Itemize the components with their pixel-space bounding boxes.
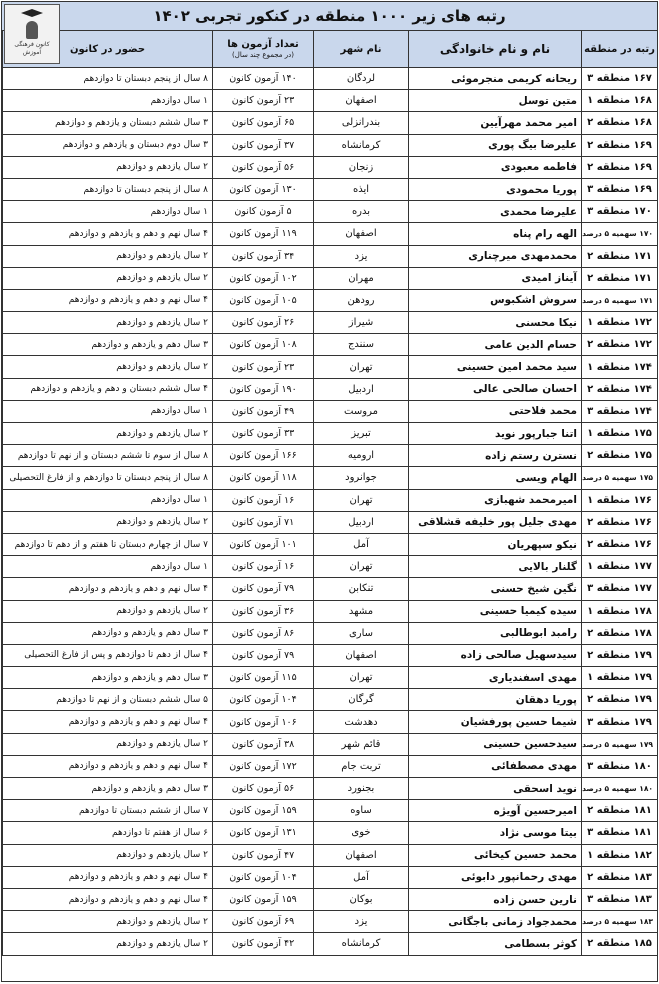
attendance-cell: ۴ سال نهم و دهم و یازدهم و دوازدهم [3, 755, 213, 777]
name-cell: امیر محمد مهرآیین [409, 112, 582, 134]
name-cell: نیکو سپهریان [409, 533, 582, 555]
rank-cell: ۱۷۹ منطقه ۲ [582, 644, 658, 666]
exam-count-cell: ۵ آزمون کانون [213, 201, 314, 223]
city-cell: بندرانزلی [314, 112, 409, 134]
table-row [3, 90, 658, 112]
name-cell: آیناز امیدی [409, 267, 582, 289]
city-cell: جوانرود [314, 467, 409, 489]
rank-cell: ۱۸۳ منطقه ۲ [582, 866, 658, 888]
exam-count-cell: ۶۹ آزمون کانون [213, 911, 314, 933]
table-row [3, 622, 658, 644]
table-row [3, 533, 658, 555]
header-attendance: حضور در کانون [3, 31, 213, 68]
city-cell: یزد [314, 245, 409, 267]
attendance-cell: ۴ سال نهم و دهم و یازدهم و دوازدهم [3, 578, 213, 600]
name-cell: پوریا محمودی [409, 178, 582, 200]
table-row [3, 667, 658, 689]
attendance-cell: ۸ سال از پنجم دبستان تا دوازدهم [3, 178, 213, 200]
rank-cell: ۱۶۸ منطقه ۱ [582, 90, 658, 112]
attendance-cell: ۳ سال دهم و یازدهم و دوازدهم [3, 667, 213, 689]
city-cell: آمل [314, 866, 409, 888]
header-rank: رتبه در منطقه [582, 31, 658, 68]
city-cell: گرگان [314, 689, 409, 711]
exam-count-cell: ۴۲ آزمون کانون [213, 933, 314, 955]
name-cell: محمد حسین کیخائی [409, 844, 582, 866]
rank-cell: ۱۶۷ منطقه ۳ [582, 68, 658, 90]
attendance-cell: ۲ سال یازدهم و دوازدهم [3, 600, 213, 622]
table-row [3, 134, 658, 156]
attendance-cell: ۴ سال نهم و دهم و یازدهم و دوازدهم [3, 289, 213, 311]
attendance-cell: ۷ سال از چهارم دبستان تا هفتم و از دهم تا دوازدهم [3, 533, 213, 555]
exam-count-cell: ۳۶ آزمون کانون [213, 600, 314, 622]
rank-cell: ۱۷۲ منطقه ۲ [582, 334, 658, 356]
city-cell: کرمانشاه [314, 933, 409, 955]
city-cell: اصفهان [314, 844, 409, 866]
exam-count-cell: ۵۶ آزمون کانون [213, 156, 314, 178]
exam-count-cell: ۱۱۵ آزمون کانون [213, 667, 314, 689]
city-cell: سنندج [314, 334, 409, 356]
exam-count-cell: ۱۳۰ آزمون کانون [213, 178, 314, 200]
header-count-label: تعداد آزمون ها [227, 39, 299, 50]
attendance-cell: ۱ سال دوازدهم [3, 489, 213, 511]
exam-count-cell: ۱۱۸ آزمون کانون [213, 467, 314, 489]
city-cell: تنکابن [314, 578, 409, 600]
table-row [3, 844, 658, 866]
rank-cell: ۱۷۷ منطقه ۳ [582, 578, 658, 600]
attendance-cell: ۲ سال یازدهم و دوازدهم [3, 511, 213, 533]
student-figure-icon [26, 21, 38, 39]
exam-count-cell: ۱۶۶ آزمون کانون [213, 445, 314, 467]
rank-cell: ۱۷۸ منطقه ۲ [582, 622, 658, 644]
table-row [3, 689, 658, 711]
name-cell: سیدحسین حسینی [409, 733, 582, 755]
attendance-cell: ۲ سال یازدهم و دوازدهم [3, 933, 213, 955]
kanoon-logo [4, 4, 60, 64]
table-row [3, 888, 658, 910]
exam-count-cell: ۳۳ آزمون کانون [213, 423, 314, 445]
city-cell: تهران [314, 556, 409, 578]
exam-count-cell: ۲۳ آزمون کانون [213, 356, 314, 378]
table-row [3, 356, 658, 378]
exam-count-cell: ۱۹۰ آزمون کانون [213, 378, 314, 400]
name-cell: متین توسل [409, 90, 582, 112]
attendance-cell: ۲ سال یازدهم و دوازدهم [3, 267, 213, 289]
city-cell: زنجان [314, 156, 409, 178]
table-row [3, 245, 658, 267]
rank-cell: ۱۷۹ سهمیه ۵ درصد [582, 733, 658, 755]
name-cell: حسام الدین عامی [409, 334, 582, 356]
city-cell: اردبیل [314, 511, 409, 533]
exam-count-cell: ۱۰۲ آزمون کانون [213, 267, 314, 289]
table-header-row [3, 31, 658, 68]
name-cell: علیرضا بیگ پوری [409, 134, 582, 156]
rank-cell: ۱۷۹ منطقه ۳ [582, 711, 658, 733]
name-cell: کوثر بسطامی [409, 933, 582, 955]
exam-count-cell: ۱۰۵ آزمون کانون [213, 289, 314, 311]
name-cell: مهدی جلیل پور خلیفه قشلاقی [409, 511, 582, 533]
table-row [3, 112, 658, 134]
attendance-cell: ۲ سال یازدهم و دوازدهم [3, 911, 213, 933]
attendance-cell: ۲ سال یازدهم و دوازدهم [3, 356, 213, 378]
header-count [213, 31, 314, 68]
attendance-cell: ۴ سال نهم و دهم و یازدهم و دوازدهم [3, 866, 213, 888]
name-cell: محمدجواد زمانی باجگانی [409, 911, 582, 933]
table-row [3, 933, 658, 955]
attendance-cell: ۱ سال دوازدهم [3, 556, 213, 578]
rank-cell: ۱۷۵ منطقه ۱ [582, 423, 658, 445]
attendance-cell: ۲ سال یازدهم و دوازدهم [3, 156, 213, 178]
city-cell: ساری [314, 622, 409, 644]
table-row [3, 578, 658, 600]
city-cell: قائم شهر [314, 733, 409, 755]
table-row [3, 68, 658, 90]
rank-cell: ۱۷۹ منطقه ۱ [582, 667, 658, 689]
exam-count-cell: ۲۳ آزمون کانون [213, 90, 314, 112]
attendance-cell: ۴ سال از دهم تا دوازدهم و پس از فارغ التحصیلی [3, 644, 213, 666]
table-row [3, 866, 658, 888]
name-cell: ریحانه کریمی منجرموئی [409, 68, 582, 90]
table-row [3, 445, 658, 467]
exam-count-cell: ۱۰۶ آزمون کانون [213, 711, 314, 733]
name-cell: پوریا دهقان [409, 689, 582, 711]
attendance-cell: ۱ سال دوازدهم [3, 90, 213, 112]
name-cell: شیما حسین پورفشیان [409, 711, 582, 733]
name-cell: سیده کیمیا حسینی [409, 600, 582, 622]
name-cell: نسترن رستم زاده [409, 445, 582, 467]
city-cell: ساوه [314, 800, 409, 822]
name-cell: نارین حسن زاده [409, 888, 582, 910]
rank-cell: ۱۸۱ منطقه ۳ [582, 822, 658, 844]
city-cell: تهران [314, 667, 409, 689]
exam-count-cell: ۳۷ آزمون کانون [213, 134, 314, 156]
exam-count-cell: ۱۴۰ آزمون کانون [213, 68, 314, 90]
attendance-cell: ۳ سال ششم دبستان و یازدهم و دوازدهم [3, 112, 213, 134]
table-row [3, 400, 658, 422]
exam-count-cell: ۷۱ آزمون کانون [213, 511, 314, 533]
name-cell: گلنار بالایی [409, 556, 582, 578]
header-city: نام شهر [314, 31, 409, 68]
city-cell: یزد [314, 911, 409, 933]
name-cell: بیتا موسی نژاد [409, 822, 582, 844]
name-cell: الهه رام پناه [409, 223, 582, 245]
exam-count-cell: ۱۰۱ آزمون کانون [213, 533, 314, 555]
city-cell: ایذه [314, 178, 409, 200]
table-row [3, 511, 658, 533]
exam-count-cell: ۳۸ آزمون کانون [213, 733, 314, 755]
table-row [3, 467, 658, 489]
table-row [3, 600, 658, 622]
exam-count-cell: ۱۵۹ آزمون کانون [213, 800, 314, 822]
exam-count-cell: ۷۹ آزمون کانون [213, 644, 314, 666]
table-row [3, 312, 658, 334]
rank-cell: ۱۸۲ منطقه ۱ [582, 844, 658, 866]
city-cell: مهران [314, 267, 409, 289]
rank-cell: ۱۸۱ منطقه ۲ [582, 800, 658, 822]
city-cell: مروست [314, 400, 409, 422]
rank-cell: ۱۶۹ منطقه ۲ [582, 134, 658, 156]
exam-count-cell: ۸۶ آزمون کانون [213, 622, 314, 644]
name-cell: محمدمهدی میرچناری [409, 245, 582, 267]
exam-count-cell: ۲۶ آزمون کانون [213, 312, 314, 334]
table-row [3, 711, 658, 733]
exam-count-cell: ۷۹ آزمون کانون [213, 578, 314, 600]
city-cell: خوی [314, 822, 409, 844]
city-cell: بجنورد [314, 778, 409, 800]
name-cell: امیرحسین آویژه [409, 800, 582, 822]
table-row [3, 156, 658, 178]
exam-count-cell: ۱۵۹ آزمون کانون [213, 888, 314, 910]
city-cell: آمل [314, 533, 409, 555]
table-row [3, 489, 658, 511]
name-cell: سید محمد امین حسینی [409, 356, 582, 378]
exam-count-cell: ۴۹ آزمون کانون [213, 400, 314, 422]
name-cell: سروش اشکبوس [409, 289, 582, 311]
name-cell: نیکا محسنی [409, 312, 582, 334]
attendance-cell: ۲ سال یازدهم و دوازدهم [3, 733, 213, 755]
header-count-sub: (در مجموع چند سال) [232, 51, 294, 59]
name-cell: فاطمه معبودی [409, 156, 582, 178]
rank-cell: ۱۷۶ منطقه ۲ [582, 511, 658, 533]
rank-cell: ۱۷۰ سهمیه ۵ درصد [582, 223, 658, 245]
exam-count-cell: ۱۷۲ آزمون کانون [213, 755, 314, 777]
rank-cell: ۱۷۵ منطقه ۲ [582, 445, 658, 467]
attendance-cell: ۴ سال نهم و دهم و یازدهم و دوازدهم [3, 223, 213, 245]
name-cell: علیرضا محمدی [409, 201, 582, 223]
city-cell: اردبیل [314, 378, 409, 400]
rank-cell: ۱۶۹ منطقه ۲ [582, 156, 658, 178]
city-cell: بدره [314, 201, 409, 223]
name-cell: احسان صالحی عالی [409, 378, 582, 400]
table-row [3, 223, 658, 245]
city-cell: رودهن [314, 289, 409, 311]
table-row [3, 733, 658, 755]
rank-cell: ۱۸۰ منطقه ۳ [582, 755, 658, 777]
exam-count-cell: ۱۶ آزمون کانون [213, 489, 314, 511]
rank-cell: ۱۷۱ منطقه ۲ [582, 245, 658, 267]
attendance-cell: ۵ سال ششم دبستان و از نهم تا دوازدهم [3, 689, 213, 711]
attendance-cell: ۲ سال یازدهم و دوازدهم [3, 312, 213, 334]
rank-cell: ۱۸۳ سهمیه ۵ درصد [582, 911, 658, 933]
exam-count-cell: ۱۰۴ آزمون کانون [213, 689, 314, 711]
rank-cell: ۱۷۴ منطقه ۲ [582, 378, 658, 400]
attendance-cell: ۱ سال دوازدهم [3, 201, 213, 223]
rank-cell: ۱۷۲ منطقه ۱ [582, 312, 658, 334]
table-row [3, 800, 658, 822]
rank-cell: ۱۷۴ منطقه ۱ [582, 356, 658, 378]
exam-count-cell: ۱۱۹ آزمون کانون [213, 223, 314, 245]
rank-cell: ۱۷۵ سهمیه ۵ درصد [582, 467, 658, 489]
rank-cell: ۱۷۱ سهمیه ۵ درصد [582, 289, 658, 311]
city-cell: اصفهان [314, 223, 409, 245]
table-row [3, 178, 658, 200]
city-cell: ارومیه [314, 445, 409, 467]
table-row [3, 644, 658, 666]
name-cell: محمد فلاحتی [409, 400, 582, 422]
city-cell: مشهد [314, 600, 409, 622]
exam-count-cell: ۶۵ آزمون کانون [213, 112, 314, 134]
table-row [3, 822, 658, 844]
attendance-cell: ۸ سال از سوم تا ششم دبستان و از نهم تا دوازدهم [3, 445, 213, 467]
name-cell: اتنا جبارپور نوید [409, 423, 582, 445]
rank-cell: ۱۷۹ منطقه ۲ [582, 689, 658, 711]
name-cell: نگین شیخ حسنی [409, 578, 582, 600]
logo-text: کانون فرهنگی آموزش [14, 41, 50, 56]
exam-count-cell: ۱۳۱ آزمون کانون [213, 822, 314, 844]
table-row [3, 289, 658, 311]
attendance-cell: ۸ سال از پنجم دبستان تا دوازدهم و از فارغ التحصیلی [3, 467, 213, 489]
rank-cell: ۱۶۸ منطقه ۲ [582, 112, 658, 134]
attendance-cell: ۴ سال نهم و دهم و یازدهم و دوازدهم [3, 888, 213, 910]
city-cell: تبریز [314, 423, 409, 445]
attendance-cell: ۱ سال دوازدهم [3, 400, 213, 422]
exam-count-cell: ۱۶ آزمون کانون [213, 556, 314, 578]
results-sheet [1, 1, 658, 982]
attendance-cell: ۲ سال یازدهم و دوازدهم [3, 423, 213, 445]
results-table [2, 30, 658, 956]
rank-cell: ۱۷۶ منطقه ۲ [582, 533, 658, 555]
name-cell: نوید اسحقی [409, 778, 582, 800]
city-cell: شیراز [314, 312, 409, 334]
rank-cell: ۱۷۴ منطقه ۳ [582, 400, 658, 422]
table-row [3, 911, 658, 933]
city-cell: اصفهان [314, 644, 409, 666]
table-row [3, 267, 658, 289]
graduation-cap-icon [21, 9, 43, 19]
rank-cell: ۱۶۹ منطقه ۳ [582, 178, 658, 200]
exam-count-cell: ۳۴ آزمون کانون [213, 245, 314, 267]
rank-cell: ۱۸۳ منطقه ۳ [582, 888, 658, 910]
rank-cell: ۱۷۱ منطقه ۲ [582, 267, 658, 289]
rank-cell: ۱۸۰ سهمیه ۵ درصد [582, 778, 658, 800]
rank-cell: ۱۷۷ منطقه ۱ [582, 556, 658, 578]
rank-cell: ۱۷۰ منطقه ۳ [582, 201, 658, 223]
attendance-cell: ۳ سال دهم و یازدهم و دوازدهم [3, 622, 213, 644]
rank-cell: ۱۷۶ منطقه ۱ [582, 489, 658, 511]
exam-count-cell: ۴۷ آزمون کانون [213, 844, 314, 866]
table-row [3, 778, 658, 800]
city-cell: تربت جام [314, 755, 409, 777]
name-cell: رامبد ابوطالبی [409, 622, 582, 644]
table-row [3, 755, 658, 777]
attendance-cell: ۳ سال دوم دبستان و یازدهم و دوازدهم [3, 134, 213, 156]
city-cell: تهران [314, 356, 409, 378]
exam-count-cell: ۱۰۴ آزمون کانون [213, 866, 314, 888]
name-cell: سیدسهیل صالحی زاده [409, 644, 582, 666]
attendance-cell: ۳ سال دهم و یازدهم و دوازدهم [3, 778, 213, 800]
attendance-cell: ۸ سال از پنجم دبستان تا دوازدهم [3, 68, 213, 90]
attendance-cell: ۳ سال دهم و یازدهم و دوازدهم [3, 334, 213, 356]
attendance-cell: ۷ سال از ششم دبستان تا دوازدهم [3, 800, 213, 822]
table-body [3, 68, 658, 956]
table-row [3, 378, 658, 400]
city-cell: کرمانشاه [314, 134, 409, 156]
name-cell: مهدی مصطفائی [409, 755, 582, 777]
name-cell: الهام ویسی [409, 467, 582, 489]
exam-count-cell: ۱۰۸ آزمون کانون [213, 334, 314, 356]
attendance-cell: ۴ سال ششم دبستان و دهم و یازدهم و دوازدهم [3, 378, 213, 400]
table-row [3, 423, 658, 445]
attendance-cell: ۶ سال از هفتم تا دوازدهم [3, 822, 213, 844]
rank-cell: ۱۸۵ منطقه ۲ [582, 933, 658, 955]
city-cell: تهران [314, 489, 409, 511]
city-cell: اصفهان [314, 90, 409, 112]
table-row [3, 334, 658, 356]
page-title: رتبه های زیر ۱۰۰۰ منطقه در کنکور تجربی ۱۴۰۲ [2, 2, 657, 31]
city-cell: لردگان [314, 68, 409, 90]
attendance-cell: ۴ سال نهم و دهم و یازدهم و دوازدهم [3, 711, 213, 733]
city-cell: دهدشت [314, 711, 409, 733]
city-cell: بوکان [314, 888, 409, 910]
name-cell: مهدی اسفندیاری [409, 667, 582, 689]
attendance-cell: ۲ سال یازدهم و دوازدهم [3, 844, 213, 866]
table-row [3, 201, 658, 223]
name-cell: مهدی رحمانپور دابوئی [409, 866, 582, 888]
header-name: نام و نام خانوادگی [409, 31, 582, 68]
table-row [3, 556, 658, 578]
name-cell: امیرمحمد شهبازی [409, 489, 582, 511]
attendance-cell: ۲ سال یازدهم و دوازدهم [3, 245, 213, 267]
rank-cell: ۱۷۸ منطقه ۱ [582, 600, 658, 622]
exam-count-cell: ۵۶ آزمون کانون [213, 778, 314, 800]
